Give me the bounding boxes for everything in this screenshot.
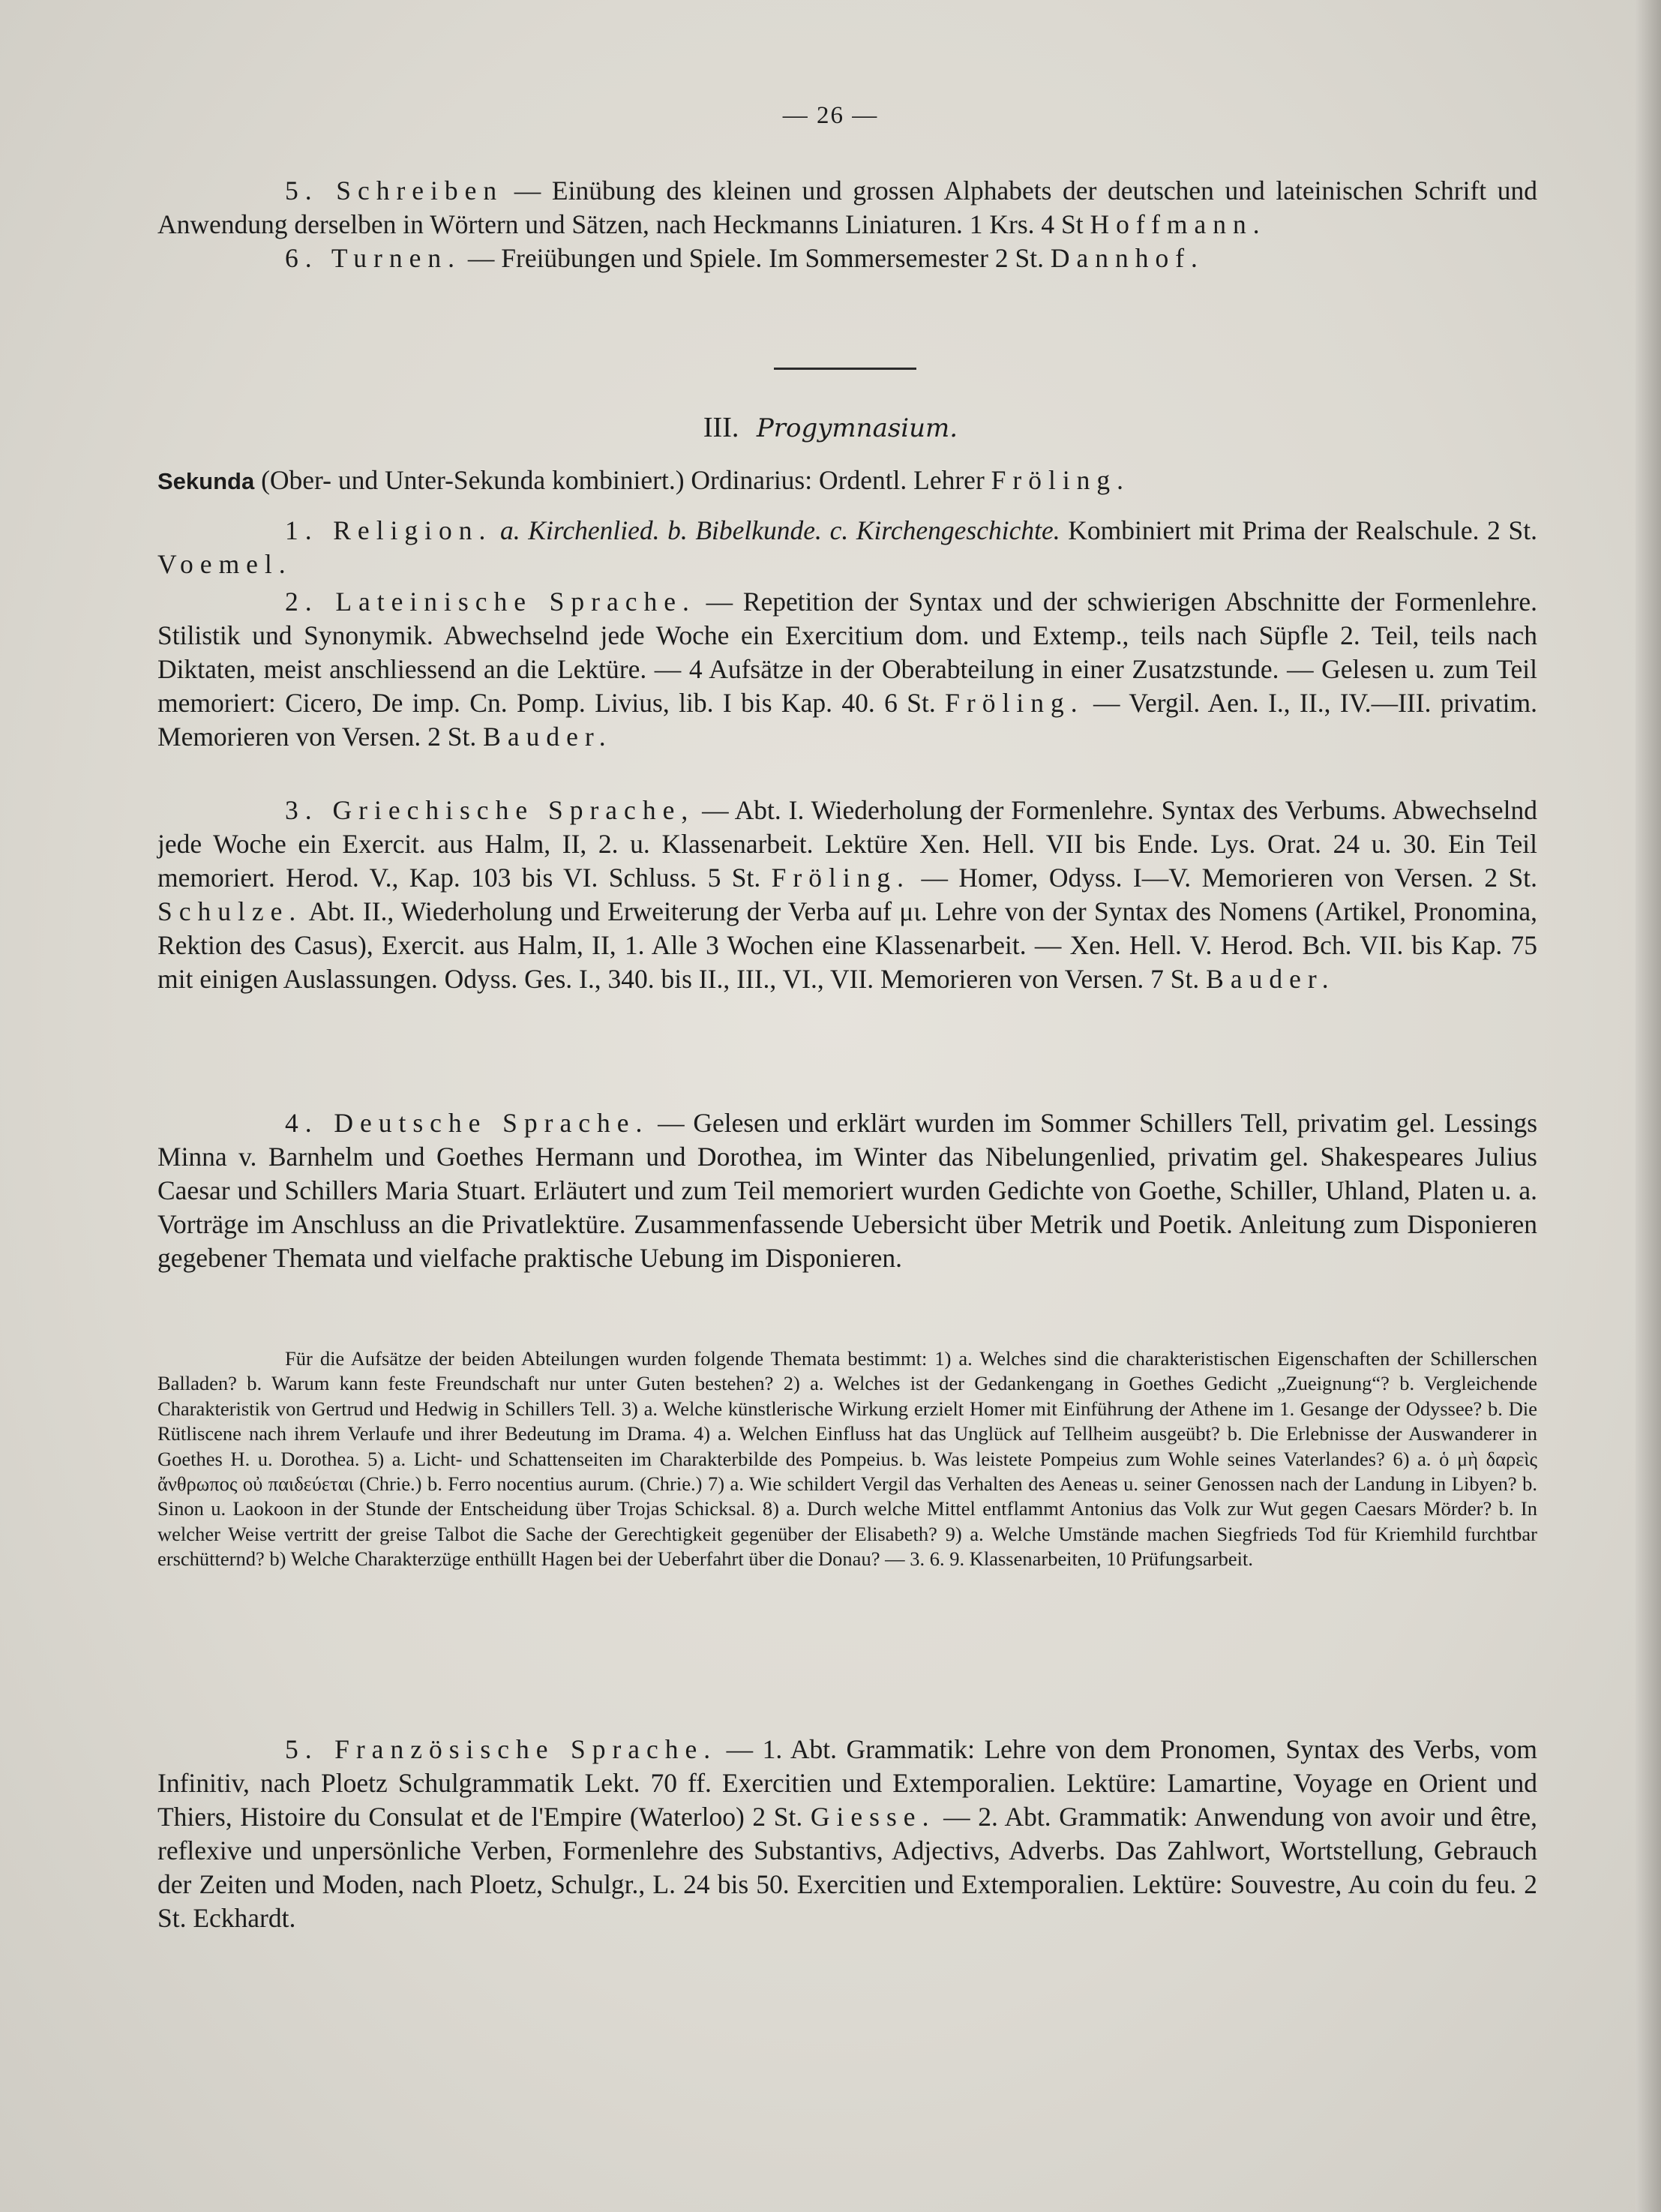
franzoesisch-title: 5. Französische Sprache. bbox=[285, 1734, 718, 1764]
section-numeral: III. bbox=[703, 412, 739, 443]
turnen-title: 6. Turnen. bbox=[285, 243, 461, 273]
themata-text: Für die Aufsätze der beiden Abteilungen wurden folgende Themata bestimmt: 1) a. Welches sind die charakteristischen Eigenschaften der Schillerschen Balladen? b. Warum kann feste Freundschaft nur unter Guten bestehen? 2) a. Welches ist der Gedankengang in Goethes Gedicht „Zueignung“? b. Vergleichende Charakteristik von Gertrud und Hedwig in Schillers Tell. 3) a. Welche künstlerische Wirkung erzielt Homer mit Einführung der Athene im 1. Gesange der Odyssee? b. Die Rütliscene nach ihrem Verlaufe und ihrer Bedeutung im Drama. 4) a. Welchen Einfluss hat das Unglück auf Tellheim ausgeübt? b. Die Erlebnisse der Auswanderer in Goethes H. u. Dorothea. 5) a. Licht- und Schattenseiten im Charakterbilde des Pompeius. b. Was leistete Pompeius zum Wohle seines Vaterlandes? 6) a. ὁ μὴ δαρεὶς ἄνθρωπος οὐ παιδεύεται (Chrie.) b. Ferro nocentius aurum. (Chrie.) 7) a. Wie schildert Vergil das Verhalten des Aeneas u. seiner Genossen nach der Landung in Libyen? b. Sinon u. Laokoon in der Stunde der Entscheidung über Trojas Schicksal. 8) a. Durch welche Mittel entflammt Antonius das Volk zur Wut gegen Caesars Mörder? b. In welcher Weise vertritt der greise Talbot die Sache der Gerechtigkeit gegenüber der Elisabeth? 9) a. Welche Umstände machen Siegfrieds Tod für Kriemhild furchtbar erschütternd? b) Welche Charakterzüge enthüllt Hagen bei der Ueberfahrt über die Donau? — 3. 6. 9. Klassenarbeiten, 10 Prüfungsarbeit. bbox=[157, 1347, 1537, 1571]
top-sections bbox=[157, 174, 1537, 275]
turnen-text: — Freiübungen und Spiele. Im Sommersemester 2 St. bbox=[467, 243, 1044, 273]
latein-teacher1: Fröling. bbox=[945, 688, 1084, 718]
turnen-teacher: Dannhof. bbox=[1050, 243, 1204, 273]
religion-b: b. Bibelkunde. bbox=[667, 515, 822, 545]
griechisch-text2: — Homer, Odyss. I—V. Memorieren von Versen. 2 St. bbox=[921, 863, 1538, 893]
religion-teacher: Voemel. bbox=[157, 549, 292, 579]
scan-edge-shadow bbox=[1636, 0, 1661, 2212]
section-title: Progymnasium. bbox=[756, 413, 958, 443]
latein-teacher2: Bauder. bbox=[483, 722, 613, 752]
sekunda-text: (Ober- und Unter-Sekunda kombiniert.) Ordinarius: Ordentl. Lehrer bbox=[261, 465, 985, 495]
section-heading bbox=[0, 411, 1661, 444]
griechisch-teacher2: Schulze. bbox=[157, 896, 303, 926]
schreiben-teacher: Hoffmann. bbox=[1090, 209, 1267, 239]
franzoesisch-text2: — 2. Abt. Grammatik: Anwendung von avoir und être, reflexive und unpersönliche Verben, Formenlehre des Substantivs, Adjectivs, Adverbs. Das Zahlwort, Wortstellung, Gebrauch der Zeiten und Moden, nach Ploetz, Schulgr., L. 24 bis 50. Exercitien und Extemporalien. Lektüre: Souvestre, Au coin du feu. 2 St. Eckhardt. bbox=[157, 1802, 1538, 1933]
franzoesisch-teacher1: Giesse. bbox=[810, 1802, 936, 1832]
franzoesisch-text1: — 1. Abt. Grammatik: Lehre von dem Pronomen, Syntax des Verbs, vom Infinitiv, nach Ploetz Schulgrammatik Lekt. 70 ff. Exercitien und Extemporalien. Lektüre: Lamartine, Voyage en Orient und Thiers, Histoire du Consulat et de l'Empire (Waterloo) 2 St. bbox=[157, 1734, 1538, 1832]
section-schreiben bbox=[157, 174, 1537, 242]
griechisch-text3: Abt. II., Wiederholung und Erweiterung der Verba auf μι. Lehre von der Syntax des Nomens (Artikel, Pronomina, Rektion des Casus), Exercit. aus Halm, II, 1. Alle 3 Wochen eine Klassenarbeit. — Xen. Hell. V. Herod. Bch. VII. bis Kap. 75 mit einigen Auslassungen. Odyss. Ges. I., 340. bis II., III., VI., VII. Memorieren von Versen. 7 St. bbox=[157, 896, 1537, 994]
schreiben-title: 5. Schreiben bbox=[285, 176, 504, 206]
page-number: — 26 — bbox=[782, 102, 879, 129]
religion-text: Kombiniert mit Prima der Realschule. 2 St. bbox=[1068, 515, 1537, 545]
section-turnen bbox=[157, 242, 1537, 275]
sekunda-teacher: Fröling. bbox=[991, 465, 1131, 495]
deutsch-text: — Gelesen und erklärt wurden im Sommer Schillers Tell, privatim gel. Lessings Minna v. Barnhelm und Goethes Hermann und Dorothea, im Winter das Nibelungenlied, privatim gel. Shakespeares Julius Caesar und Schillers Maria Stuart. Erläutert und zum Teil memoriert wurden Gedichte von Goethe, Schiller, Uhland, Platen u. a. Vorträge im Anschluss an die Privatlektüre. Zusammenfassende Uebersicht über Metrik und Poetik. Anleitung zum Disponieren gegebener Themata und vielfache praktische Uebung im Disponieren. bbox=[157, 1108, 1538, 1273]
themata-footnote bbox=[157, 1346, 1537, 1572]
section-deutsch bbox=[157, 1106, 1537, 1275]
section-griechisch bbox=[157, 794, 1537, 996]
latein-text1: — Repetition der Syntax und der schwierigen Abschnitte der Formenlehre. Stilistik und Synonymik. Abwechselnd jede Woche ein Exercitium dom. und Extemp., teils nach Süpfle 2. Teil, teils nach Diktaten, meist anschliessend an die Lektüre. — 4 Aufsätze in der Oberabteilung in einer Zusatzstunde. — Gelesen u. zum Teil memoriert: Cicero, De imp. Cn. Pomp. Livius, lib. I bis Kap. 40. 6 St. bbox=[157, 587, 1538, 718]
schreiben-text: — Einübung des kleinen und grossen Alphabets der deutschen und lateinischen Schrift und Anwendung derselben in Wörtern und Sätzen, nach Heckmanns Liniaturen. 1 Krs. 4 St bbox=[157, 176, 1538, 239]
section-religion bbox=[157, 514, 1537, 581]
sekunda-label: Sekunda bbox=[157, 468, 255, 494]
religion-a: a. Kirchenlied. bbox=[500, 515, 660, 545]
section-latein bbox=[157, 585, 1537, 754]
religion-title: 1. Religion. bbox=[285, 515, 493, 545]
latein-title: 2. Lateinische Sprache. bbox=[285, 587, 696, 617]
griechisch-title: 3. Griechische Sprache, bbox=[285, 795, 695, 825]
griechisch-teacher1: Fröling. bbox=[771, 863, 911, 893]
section-divider bbox=[774, 368, 916, 370]
griechisch-teacher3: Bauder. bbox=[1206, 964, 1336, 994]
section-franzoesisch bbox=[157, 1733, 1537, 1935]
sekunda-line bbox=[157, 464, 1537, 498]
deutsch-title: 4. Deutsche Sprache. bbox=[285, 1108, 649, 1138]
latein-text2: — Vergil. Aen. I., II., IV.—III. privatim. Memorieren von Versen. 2 St. bbox=[157, 688, 1537, 752]
religion-c: c. Kirchengeschichte. bbox=[829, 515, 1060, 545]
griechisch-text1: — Abt. I. Wiederholung der Formenlehre. Syntax des Verbums. Abwechselnd jede Woche ein Exercit. aus Halm, II, 2. u. Klassenarbeit. Lektüre Xen. Hell. VII bis Ende. Lys. Orat. 24 u. 30. Ein Teil memoriert. Herod. V., Kap. 103 bis VI. Schluss. 5 St. bbox=[157, 795, 1537, 893]
